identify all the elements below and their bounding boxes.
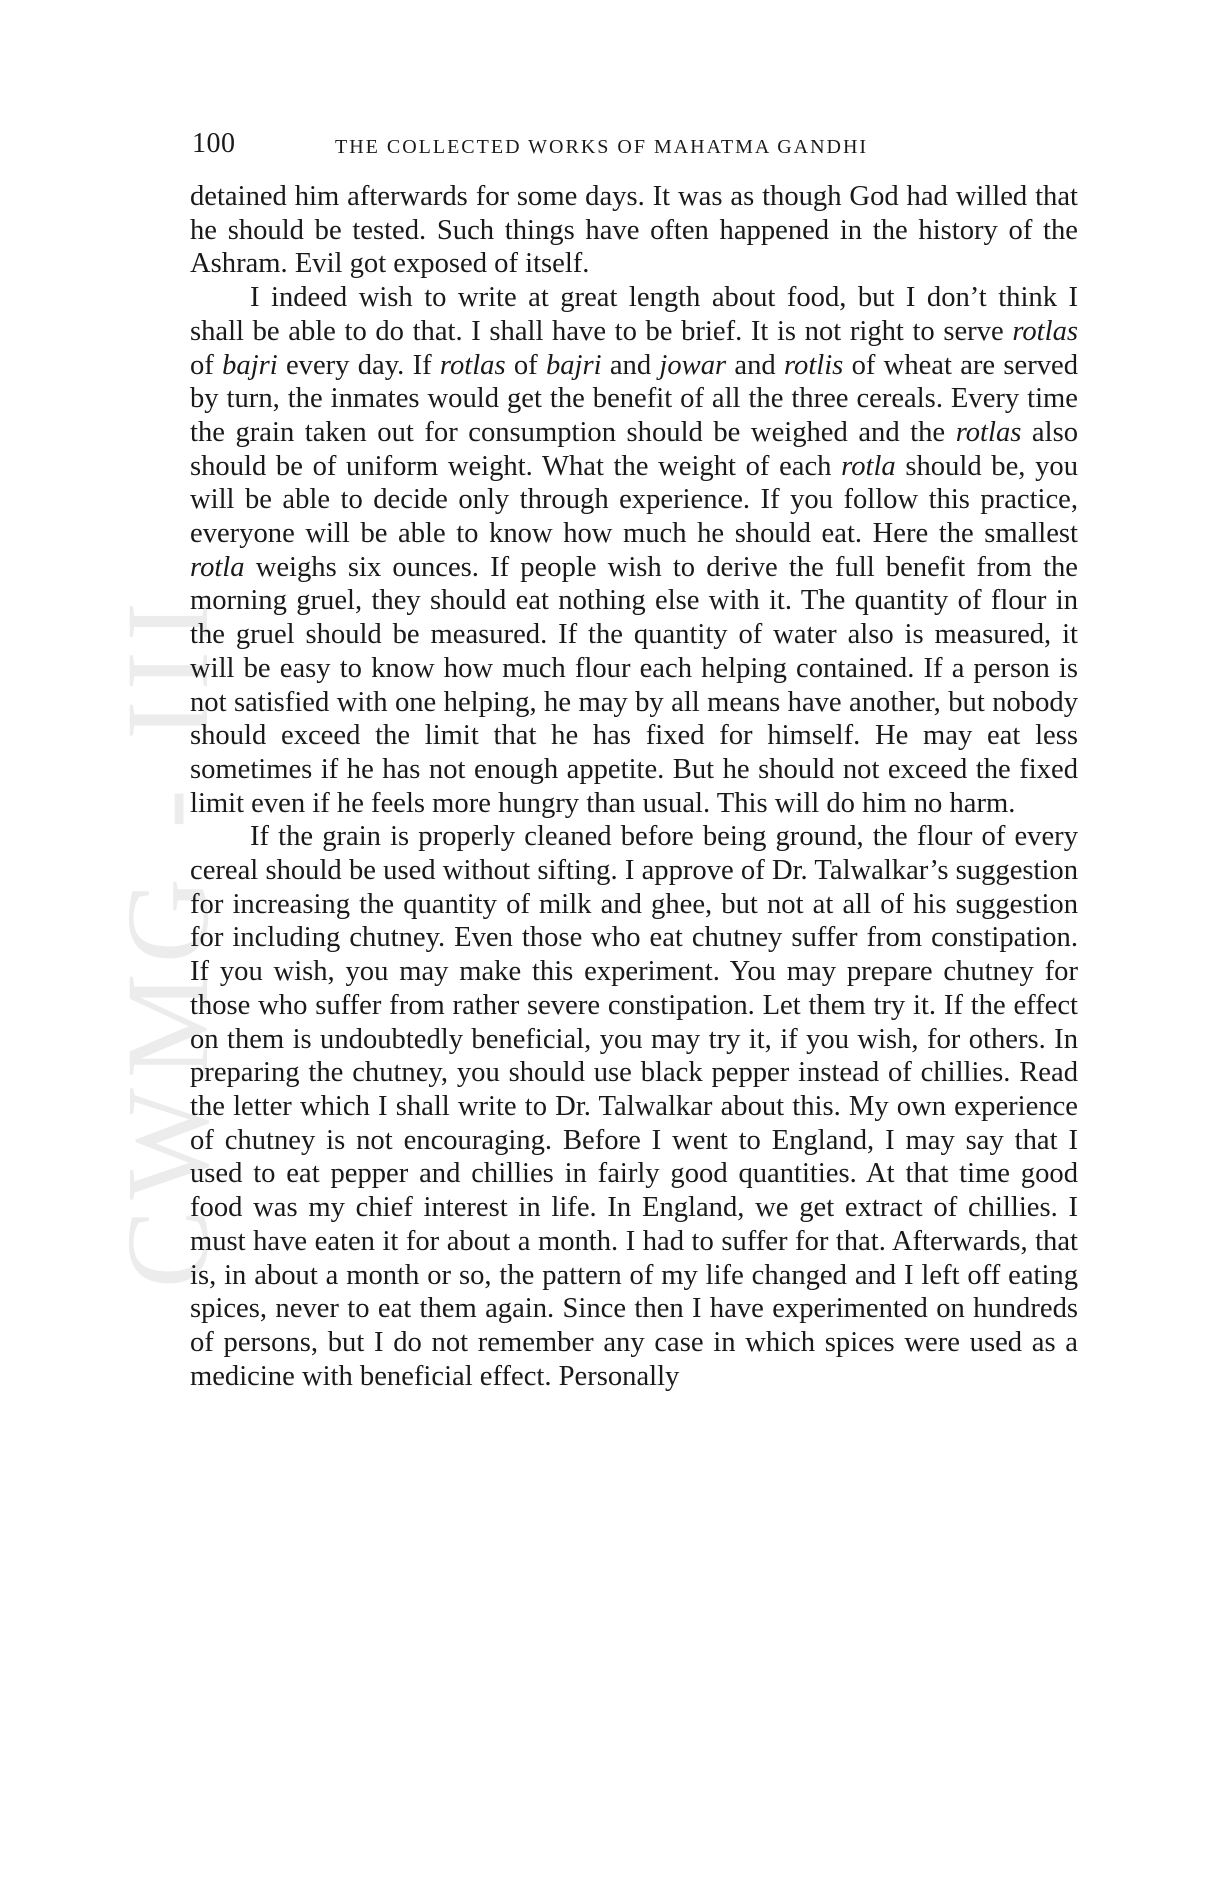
text-run: I indeed wish to write at great length about food, but I don’t think I shall be able to do that. I shall have to be brief. It is not right to serve	[190, 282, 1078, 347]
text-run: of wheat are served by turn, the inmates would get the benefit of all the three cereals. Every time the grain taken out for consumption should be weighed and the	[190, 349, 1078, 448]
italic-term: rotlas	[1012, 315, 1078, 347]
italic-term: rotlis	[783, 349, 844, 381]
italic-term: rotla	[841, 450, 896, 482]
italic-term: rotlas	[955, 416, 1022, 448]
italic-term: rotlas	[439, 349, 506, 381]
text-run: detained him afterwards for some days. It was as though God had willed that he should be tested. Such things have often happened in the history of the Ashram. Evil got exposed of itself.	[190, 181, 1078, 280]
italic-term: rotla	[190, 551, 245, 583]
text-run: and	[726, 349, 784, 381]
text-run: If the grain is properly cleaned before being ground, the flour of every cereal should be used without sifting. I approve of Dr. Talwalkar’s suggestion for increasing the quantity of milk and ghee, but not at all of his suggestion for including chutney. Even those who eat chutney suffer from constipation. If you wish, you may make this experiment. You may prepare chutney for those who suffer from rather severe constipation. Let them try it. If the effect on them is undoubtedly beneficial, you may try it, if you wish, for others. In preparing the chutney, you should use black pepper instead of chillies. Read the letter which I shall write to Dr. Talwalkar about this. My own experience of chutney is not encouraging. Before I went to England, I may say that I used to eat pepper and chillies in fairly good quantities. At that time good food was my chief interest in life. In England, we get extract of chillies. I must have eaten it for about a month. I had to suffer for that. Afterwards, that is, in about a month or so, the pattern of my life changed and I left off eating spices, never to eat them again. Since then I have experimented on hundreds of persons, but I do not remember any case in which spices were used as a medicine with beneficial effect. Personally	[190, 821, 1078, 1392]
italic-term: jowar	[659, 349, 727, 381]
paragraph	[190, 820, 1078, 1393]
text-run: of	[190, 349, 223, 381]
text-run: of	[505, 349, 546, 381]
paragraph	[190, 180, 1078, 281]
text-run: weighs six ounces. If people wish to derive the full benefit from the morning gruel, they should eat nothing else with it. The quantity of flour in the gruel should be measured. If the quantity of water also is measured, it will be easy to know how much flour each helping contained. If a person is not satisfied with one helping, he may by all means have another, but nobody should exceed the limit that he has fixed for himself. He may eat less sometimes if he has not enough appetite. But he should not exceed the fixed limit even if he feels more hungry than usual. This will do him no harm.	[190, 551, 1078, 819]
text-run: also should be of uniform weight. What the weight of each	[190, 416, 1078, 482]
italic-term: bajri	[222, 349, 278, 381]
paragraph	[190, 281, 1078, 820]
running-head: THE COLLECTED WORKS OF MAHATMA GANDHI	[335, 136, 869, 158]
text-run: should be, you will be able to decide only through experience. If you follow this practice, everyone will be able to know how much he should eat. Here the smallest	[190, 450, 1078, 550]
page-number: 100	[192, 128, 236, 159]
body-text	[190, 180, 1078, 1393]
italic-term: bajri	[545, 349, 602, 381]
text-run: and	[601, 349, 660, 381]
text-run: every day. If	[277, 349, 440, 381]
watermark-text: CWMG - III	[102, 591, 233, 1289]
